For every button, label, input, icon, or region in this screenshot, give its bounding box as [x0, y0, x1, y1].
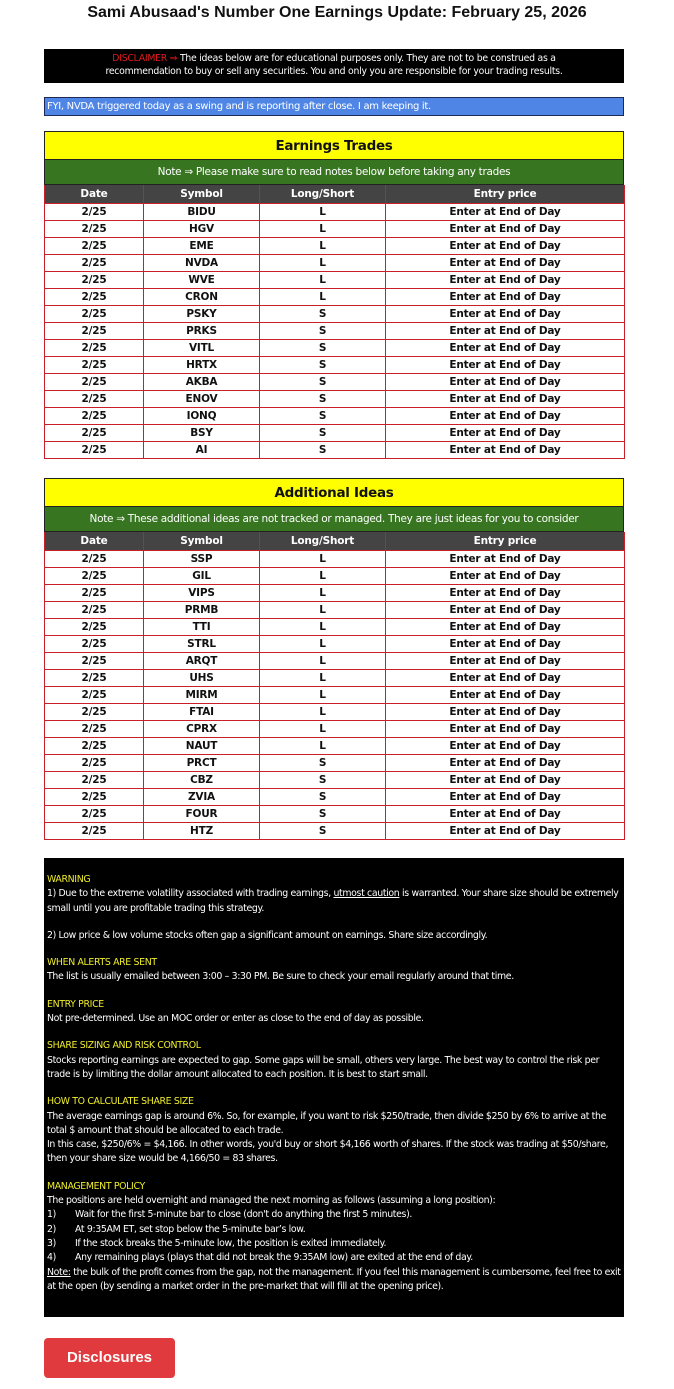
cell-long-short: L — [260, 619, 386, 636]
cell-long-short: S — [260, 391, 386, 408]
cell-symbol: CBZ — [144, 772, 260, 789]
cell-entry-price: Enter at End of Day — [386, 755, 625, 772]
table-row — [45, 789, 625, 806]
cell-long-short: L — [260, 255, 386, 272]
table-row — [45, 602, 625, 619]
table-row — [45, 772, 625, 789]
cell-date: 2/25 — [45, 704, 144, 721]
column-header-entry-price: Entry price — [386, 532, 625, 551]
cell-entry-price: Enter at End of Day — [386, 391, 625, 408]
cell-long-short: S — [260, 806, 386, 823]
management-step — [47, 1237, 621, 1251]
cell-symbol: FOUR — [144, 806, 260, 823]
cell-symbol: ENOV — [144, 391, 260, 408]
cell-date: 2/25 — [45, 602, 144, 619]
cell-date: 2/25 — [45, 619, 144, 636]
column-header-date: Date — [45, 532, 144, 551]
cell-symbol: HTZ — [144, 823, 260, 840]
table-row — [45, 221, 625, 238]
table-row — [45, 238, 625, 255]
table-row — [45, 425, 625, 442]
table-row — [45, 585, 625, 602]
table-row — [45, 738, 625, 755]
step-text: If the stock breaks the 5-minute low, the position is exited immediately. — [75, 1237, 387, 1249]
management-heading: MANAGEMENT POLICY — [47, 1180, 145, 1192]
cell-date: 2/25 — [45, 408, 144, 425]
cell-symbol: HGV — [144, 221, 260, 238]
earnings-trades-table — [44, 131, 624, 459]
calc-text-1: The average earnings gap is around 6%. So, for example, if you want to risk $250/trade, then divide $250 by 6% to arrive at the total $ amount that should be allocated to each trade. — [47, 1110, 607, 1136]
cell-long-short: S — [260, 442, 386, 459]
cell-long-short: L — [260, 585, 386, 602]
cell-entry-price: Enter at End of Day — [386, 238, 625, 255]
alerts-text: The list is usually emailed between 3:00 – 3:30 PM. Be sure to check your email regularly around that time. — [47, 971, 514, 983]
warning-emphasis: utmost caution — [333, 888, 400, 900]
cell-long-short: S — [260, 772, 386, 789]
table-row — [45, 670, 625, 687]
cell-date: 2/25 — [45, 442, 144, 459]
table-row — [45, 442, 625, 459]
cell-date: 2/25 — [45, 357, 144, 374]
cell-long-short: S — [260, 408, 386, 425]
table-row — [45, 204, 625, 221]
table-row — [45, 306, 625, 323]
page-title: Sami Abusaad's Number One Earnings Update: February 25, 2026 — [87, 4, 587, 21]
cell-long-short: S — [260, 306, 386, 323]
cell-long-short: L — [260, 738, 386, 755]
cell-symbol: PRCT — [144, 755, 260, 772]
step-number: 1) — [47, 1209, 56, 1221]
step-number: 4) — [47, 1252, 56, 1264]
earnings-trades-title: Earnings Trades — [44, 131, 624, 159]
cell-entry-price: Enter at End of Day — [386, 619, 625, 636]
cell-symbol: AKBA — [144, 374, 260, 391]
cell-date: 2/25 — [45, 204, 144, 221]
cell-symbol: UHS — [144, 670, 260, 687]
cell-long-short: S — [260, 425, 386, 442]
step-text: Wait for the first 5-minute bar to close (don't do anything the first 5 minutes). — [75, 1209, 413, 1221]
cell-date: 2/25 — [45, 755, 144, 772]
table-row — [45, 755, 625, 772]
note-label: Note: — [47, 1266, 71, 1278]
cell-date: 2/25 — [45, 636, 144, 653]
cell-long-short: L — [260, 721, 386, 738]
cell-entry-price: Enter at End of Day — [386, 687, 625, 704]
cell-long-short: L — [260, 551, 386, 568]
cell-entry-price: Enter at End of Day — [386, 357, 625, 374]
sizing-heading: SHARE SIZING AND RISK CONTROL — [47, 1040, 201, 1052]
cell-entry-price: Enter at End of Day — [386, 306, 625, 323]
table-row — [45, 357, 625, 374]
disclaimer-label: DISCLAIMER — [112, 53, 167, 64]
cell-entry-price: Enter at End of Day — [386, 789, 625, 806]
column-header-long-short: Long/Short — [260, 185, 386, 204]
disclaimer-text-2: recommendation to buy or sell any securities. You and only you are responsible for your trading results. — [105, 66, 563, 77]
cell-symbol: GIL — [144, 568, 260, 585]
table-row — [45, 551, 625, 568]
cell-long-short: L — [260, 653, 386, 670]
table-row — [45, 289, 625, 306]
cell-date: 2/25 — [45, 772, 144, 789]
table-row — [45, 408, 625, 425]
warning-heading: WARNING — [47, 874, 91, 885]
table-row — [45, 823, 625, 840]
cell-symbol: HRTX — [144, 357, 260, 374]
cell-long-short: L — [260, 670, 386, 687]
management-note — [47, 1266, 621, 1295]
cell-entry-price: Enter at End of Day — [386, 442, 625, 459]
table-row — [45, 272, 625, 289]
cell-date: 2/25 — [45, 289, 144, 306]
step-number: 3) — [47, 1237, 56, 1249]
additional-ideas-note: Note ⇒ These additional ideas are not tracked or managed. They are just ideas for you to consider — [44, 506, 624, 532]
cell-entry-price: Enter at End of Day — [386, 551, 625, 568]
cell-entry-price: Enter at End of Day — [386, 323, 625, 340]
management-step — [47, 1208, 621, 1222]
cell-date: 2/25 — [45, 306, 144, 323]
entry-heading: ENTRY PRICE — [47, 998, 104, 1010]
cell-entry-price: Enter at End of Day — [386, 636, 625, 653]
cell-long-short: L — [260, 204, 386, 221]
cell-long-short: L — [260, 289, 386, 306]
cell-long-short: L — [260, 221, 386, 238]
cell-long-short: L — [260, 602, 386, 619]
cell-date: 2/25 — [45, 670, 144, 687]
cell-symbol: PSKY — [144, 306, 260, 323]
cell-symbol: FTAI — [144, 704, 260, 721]
column-header-long-short: Long/Short — [260, 532, 386, 551]
cell-symbol: NAUT — [144, 738, 260, 755]
cell-symbol: TTI — [144, 619, 260, 636]
cell-long-short: S — [260, 357, 386, 374]
table-row — [45, 653, 625, 670]
table-row — [45, 323, 625, 340]
cell-symbol: EME — [144, 238, 260, 255]
cell-date: 2/25 — [45, 425, 144, 442]
table-row — [45, 374, 625, 391]
cell-symbol: IONQ — [144, 408, 260, 425]
table-row — [45, 636, 625, 653]
cell-entry-price: Enter at End of Day — [386, 374, 625, 391]
cell-date: 2/25 — [45, 738, 144, 755]
fyi-banner: FYI, NVDA triggered today as a swing and is reporting after close. I am keeping it. — [44, 97, 624, 116]
cell-symbol: ARQT — [144, 653, 260, 670]
cell-entry-price: Enter at End of Day — [386, 255, 625, 272]
cell-entry-price: Enter at End of Day — [386, 602, 625, 619]
cell-long-short: S — [260, 323, 386, 340]
cell-date: 2/25 — [45, 789, 144, 806]
cell-entry-price: Enter at End of Day — [386, 585, 625, 602]
cell-symbol: WVE — [144, 272, 260, 289]
management-step — [47, 1223, 621, 1237]
cell-symbol: SSP — [144, 551, 260, 568]
table-row — [45, 806, 625, 823]
cell-symbol: PRKS — [144, 323, 260, 340]
cell-long-short: S — [260, 789, 386, 806]
cell-entry-price: Enter at End of Day — [386, 425, 625, 442]
cell-entry-price: Enter at End of Day — [386, 204, 625, 221]
cell-long-short: S — [260, 755, 386, 772]
cell-date: 2/25 — [45, 255, 144, 272]
table-row — [45, 568, 625, 585]
cell-date: 2/25 — [45, 323, 144, 340]
warning-item-1 — [47, 887, 621, 916]
cell-entry-price: Enter at End of Day — [386, 221, 625, 238]
cell-entry-price: Enter at End of Day — [386, 568, 625, 585]
calc-text-2: In this case, $250/6% = $4,166. In other words, you'd buy or short $4,166 worth of shares. If the stock was trading at $50/share, then your share size would be 4,166/50 = 83 shares. — [47, 1139, 609, 1165]
cell-date: 2/25 — [45, 568, 144, 585]
entry-text: Not pre-determined. Use an MOC order or enter as close to the end of day as possible. — [47, 1013, 424, 1025]
cell-symbol: STRL — [144, 636, 260, 653]
additional-ideas-table — [44, 478, 624, 840]
warning-item-2: 2) Low price & low volume stocks often gap a significant amount on earnings. Share size accordingly. — [47, 929, 488, 941]
cell-long-short: L — [260, 687, 386, 704]
cell-entry-price: Enter at End of Day — [386, 670, 625, 687]
cell-entry-price: Enter at End of Day — [386, 289, 625, 306]
table-row — [45, 255, 625, 272]
cell-long-short: L — [260, 704, 386, 721]
cell-date: 2/25 — [45, 551, 144, 568]
cell-entry-price: Enter at End of Day — [386, 721, 625, 738]
table-header-row — [45, 532, 625, 551]
cell-symbol: VITL — [144, 340, 260, 357]
cell-date: 2/25 — [45, 238, 144, 255]
cell-symbol: AI — [144, 442, 260, 459]
cell-symbol: MIRM — [144, 687, 260, 704]
column-header-symbol: Symbol — [144, 532, 260, 551]
cell-symbol: CRON — [144, 289, 260, 306]
cell-entry-price: Enter at End of Day — [386, 340, 625, 357]
cell-entry-price: Enter at End of Day — [386, 653, 625, 670]
disclaimer-banner — [44, 49, 624, 83]
cell-date: 2/25 — [45, 340, 144, 357]
table-row — [45, 704, 625, 721]
disclosures-button[interactable]: Disclosures — [44, 1338, 175, 1378]
cell-symbol: BIDU — [144, 204, 260, 221]
table-row — [45, 619, 625, 636]
cell-long-short: L — [260, 272, 386, 289]
table-row — [45, 391, 625, 408]
cell-date: 2/25 — [45, 653, 144, 670]
cell-symbol: VIPS — [144, 585, 260, 602]
cell-date: 2/25 — [45, 221, 144, 238]
cell-entry-price: Enter at End of Day — [386, 823, 625, 840]
cell-date: 2/25 — [45, 272, 144, 289]
cell-date: 2/25 — [45, 391, 144, 408]
disclaimer-line-1 — [44, 52, 624, 65]
cell-date: 2/25 — [45, 585, 144, 602]
warning-text: is warranted. Your share size should be extremely small until you are profitable trading this strategy. — [47, 888, 619, 914]
arrow-right-icon: ⇒ — [169, 53, 178, 64]
alerts-heading: WHEN ALERTS ARE SENT — [47, 957, 157, 969]
column-header-symbol: Symbol — [144, 185, 260, 204]
cell-entry-price: Enter at End of Day — [386, 408, 625, 425]
table-row — [45, 687, 625, 704]
cell-long-short: S — [260, 340, 386, 357]
note-text: the bulk of the profit comes from the gap, not the management. If you feel this management is cumbersome, feel free to exit at the open (by sending a market order in the pre-market that will fill at the opening price). — [47, 1266, 621, 1292]
cell-entry-price: Enter at End of Day — [386, 704, 625, 721]
trading-notes-panel — [44, 858, 624, 1317]
cell-symbol: NVDA — [144, 255, 260, 272]
cell-symbol: PRMB — [144, 602, 260, 619]
cell-long-short: S — [260, 823, 386, 840]
cell-date: 2/25 — [45, 374, 144, 391]
earnings-trades-note: Note ⇒ Please make sure to read notes below before taking any trades — [44, 159, 624, 185]
management-intro: The positions are held overnight and managed the next morning as follows (assuming a long position): — [47, 1195, 496, 1207]
cell-entry-price: Enter at End of Day — [386, 806, 625, 823]
cell-date: 2/25 — [45, 687, 144, 704]
management-step — [47, 1251, 621, 1265]
table-header-row — [45, 185, 625, 204]
sizing-text: Stocks reporting earnings are expected to gap. Some gaps will be small, others very large. The best way to control the risk per trade is by limiting the dollar amount allocated to each position. It is best to start small. — [47, 1054, 600, 1080]
additional-ideas-title: Additional Ideas — [44, 478, 624, 506]
cell-entry-price: Enter at End of Day — [386, 772, 625, 789]
cell-long-short: L — [260, 636, 386, 653]
column-header-entry-price: Entry price — [386, 185, 625, 204]
calc-heading: HOW TO CALCULATE SHARE SIZE — [47, 1096, 194, 1108]
step-text: Any remaining plays (plays that did not break the 9:35AM low) are exited at the end of day. — [75, 1252, 473, 1264]
cell-date: 2/25 — [45, 806, 144, 823]
disclaimer-text-1: The ideas below are for educational purposes only. They are not to be construed as a — [179, 53, 556, 64]
cell-long-short: L — [260, 568, 386, 585]
table-row — [45, 340, 625, 357]
cell-long-short: S — [260, 374, 386, 391]
step-number: 2) — [47, 1223, 56, 1235]
cell-symbol: BSY — [144, 425, 260, 442]
column-header-date: Date — [45, 185, 144, 204]
warning-text: 1) Due to the extreme volatility associated with trading earnings, — [47, 888, 334, 900]
cell-long-short: L — [260, 238, 386, 255]
cell-date: 2/25 — [45, 721, 144, 738]
cell-symbol: CPRX — [144, 721, 260, 738]
cell-symbol: ZVIA — [144, 789, 260, 806]
cell-date: 2/25 — [45, 823, 144, 840]
cell-entry-price: Enter at End of Day — [386, 272, 625, 289]
table-row — [45, 721, 625, 738]
cell-entry-price: Enter at End of Day — [386, 738, 625, 755]
step-text: At 9:35AM ET, set stop below the 5-minute bar’s low. — [75, 1223, 306, 1235]
